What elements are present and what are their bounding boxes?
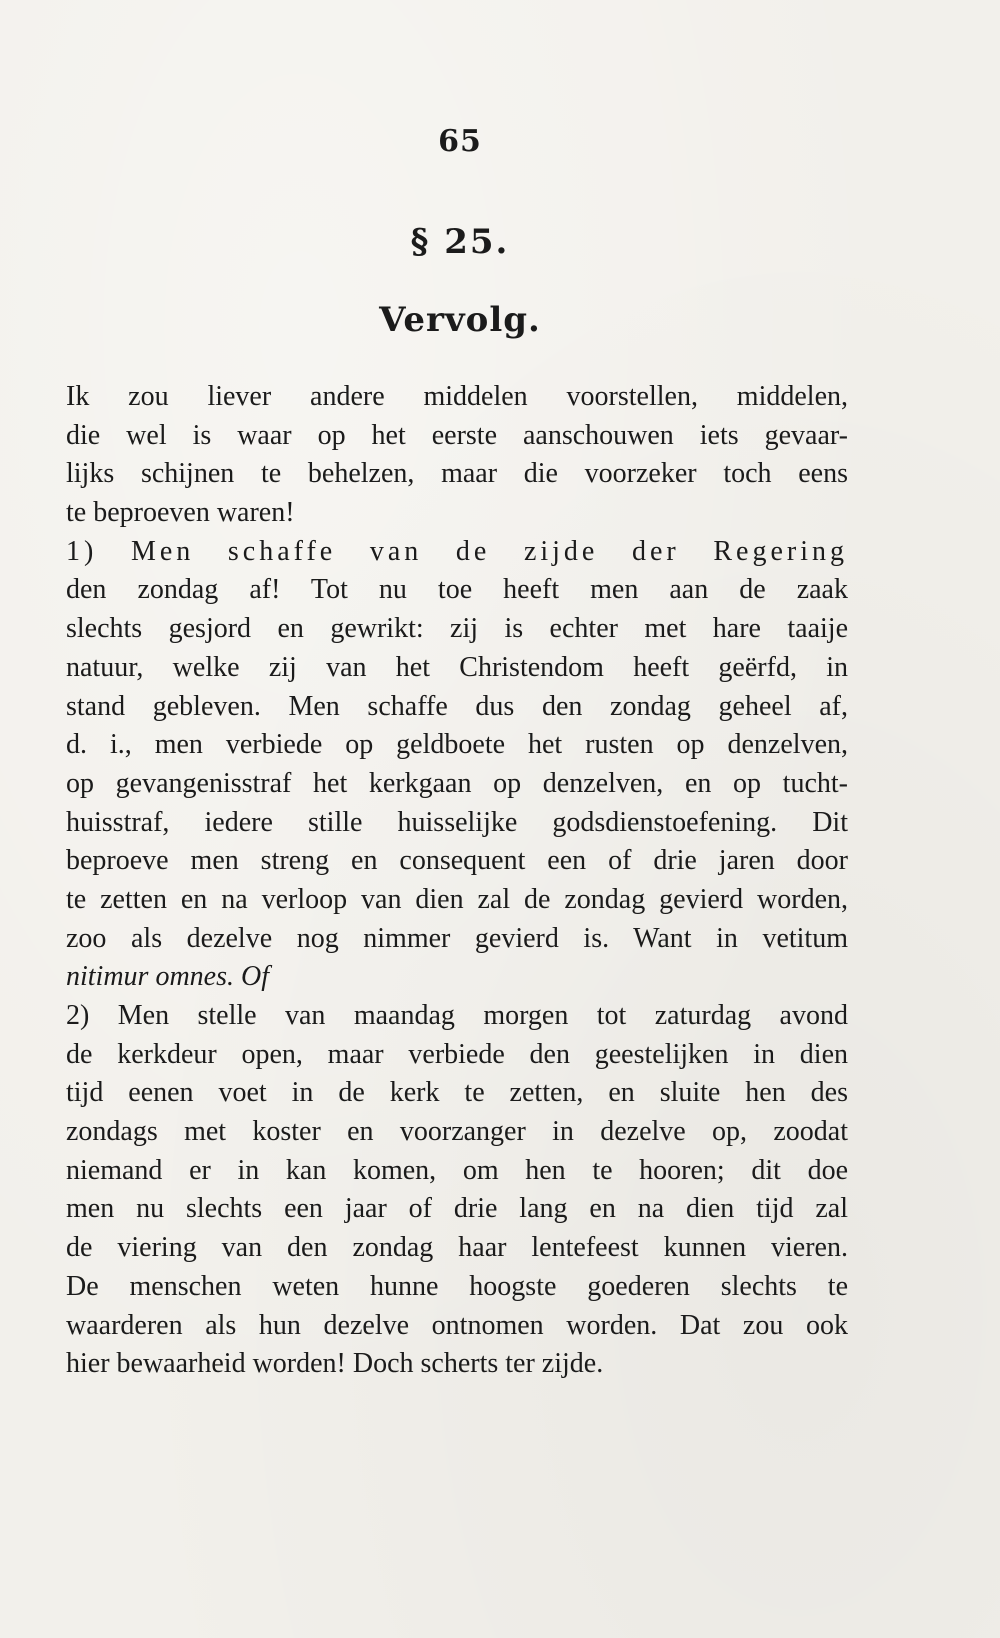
text-line: den zondag af! Tot nu toe heeft men aan de zaak [66, 574, 848, 606]
text-line: d. i., men verbiede op geldboete het rusten op denzelven, [66, 729, 848, 761]
text-line: tijd eenen voet in de kerk te zetten, en sluite hen des [66, 1077, 848, 1109]
text-line: niemand er in kan komen, om hen te hooren; dit doe [66, 1154, 848, 1186]
text-line: die wel is waar op het eerste aanschouwen iets gevaar- [66, 419, 848, 451]
text-line: hier bewaarheid worden! Doch scherts ter zijde. [66, 1348, 604, 1380]
text-line: zoo als dezelve nog nimmer gevierd is. Want in vetitum [66, 922, 848, 954]
text-line: te zetten en na verloop van dien zal de zondag gevierd worden, [66, 883, 848, 915]
text-line: natuur, welke zij van het Christendom heeft geërfd, in [66, 651, 848, 683]
text-line: beproeve men streng en consequent een of drie jaren door [66, 845, 848, 877]
section-heading: Vervolg. [379, 300, 541, 340]
text-line: waarderen als hun dezelve ontnomen worden. Dat zou ook [66, 1309, 848, 1341]
text-line: de viering van den zondag haar lentefeest kunnen vieren. [66, 1232, 848, 1264]
text-line: slechts gesjord en gewrikt: zij is echter met hare taaije [66, 613, 848, 645]
text-line: De menschen weten hunne hoogste goederen slechts te [66, 1270, 848, 1302]
text-line: nitimur omnes. Of [66, 961, 269, 993]
text-line: lijks schijnen te behelzen, maar die voorzeker toch eens [66, 458, 848, 490]
text-line: 2) Men stelle van maandag morgen tot zaturdag avond [66, 1000, 848, 1031]
text-line: Ik zou liever andere middelen voorstellen, middelen, [66, 381, 848, 412]
text-line: de kerkdeur open, maar verbiede den geestelijken in dien [66, 1038, 848, 1070]
page-number: 65 [438, 124, 482, 159]
text-line: te beproeven waren! [66, 497, 295, 529]
text-line: stand gebleven. Men schaffe dus den zondag geheel af, [66, 690, 848, 722]
text-line: op gevangenisstraf het kerkgaan op denzelven, en op tucht- [66, 767, 848, 799]
text-line: huisstraf, iedere stille huisselijke godsdienstoefening. Dit [66, 806, 848, 838]
text-line: men nu slechts een jaar of drie lang en na dien tijd zal [66, 1193, 848, 1225]
text-line: zondags met koster en voorzanger in dezelve op, zoodat [66, 1116, 848, 1148]
body-text [66, 378, 848, 1384]
section-number: § 25. [410, 222, 510, 262]
text-line: 1) Men schaffe van de zijde der Regering [66, 535, 848, 567]
